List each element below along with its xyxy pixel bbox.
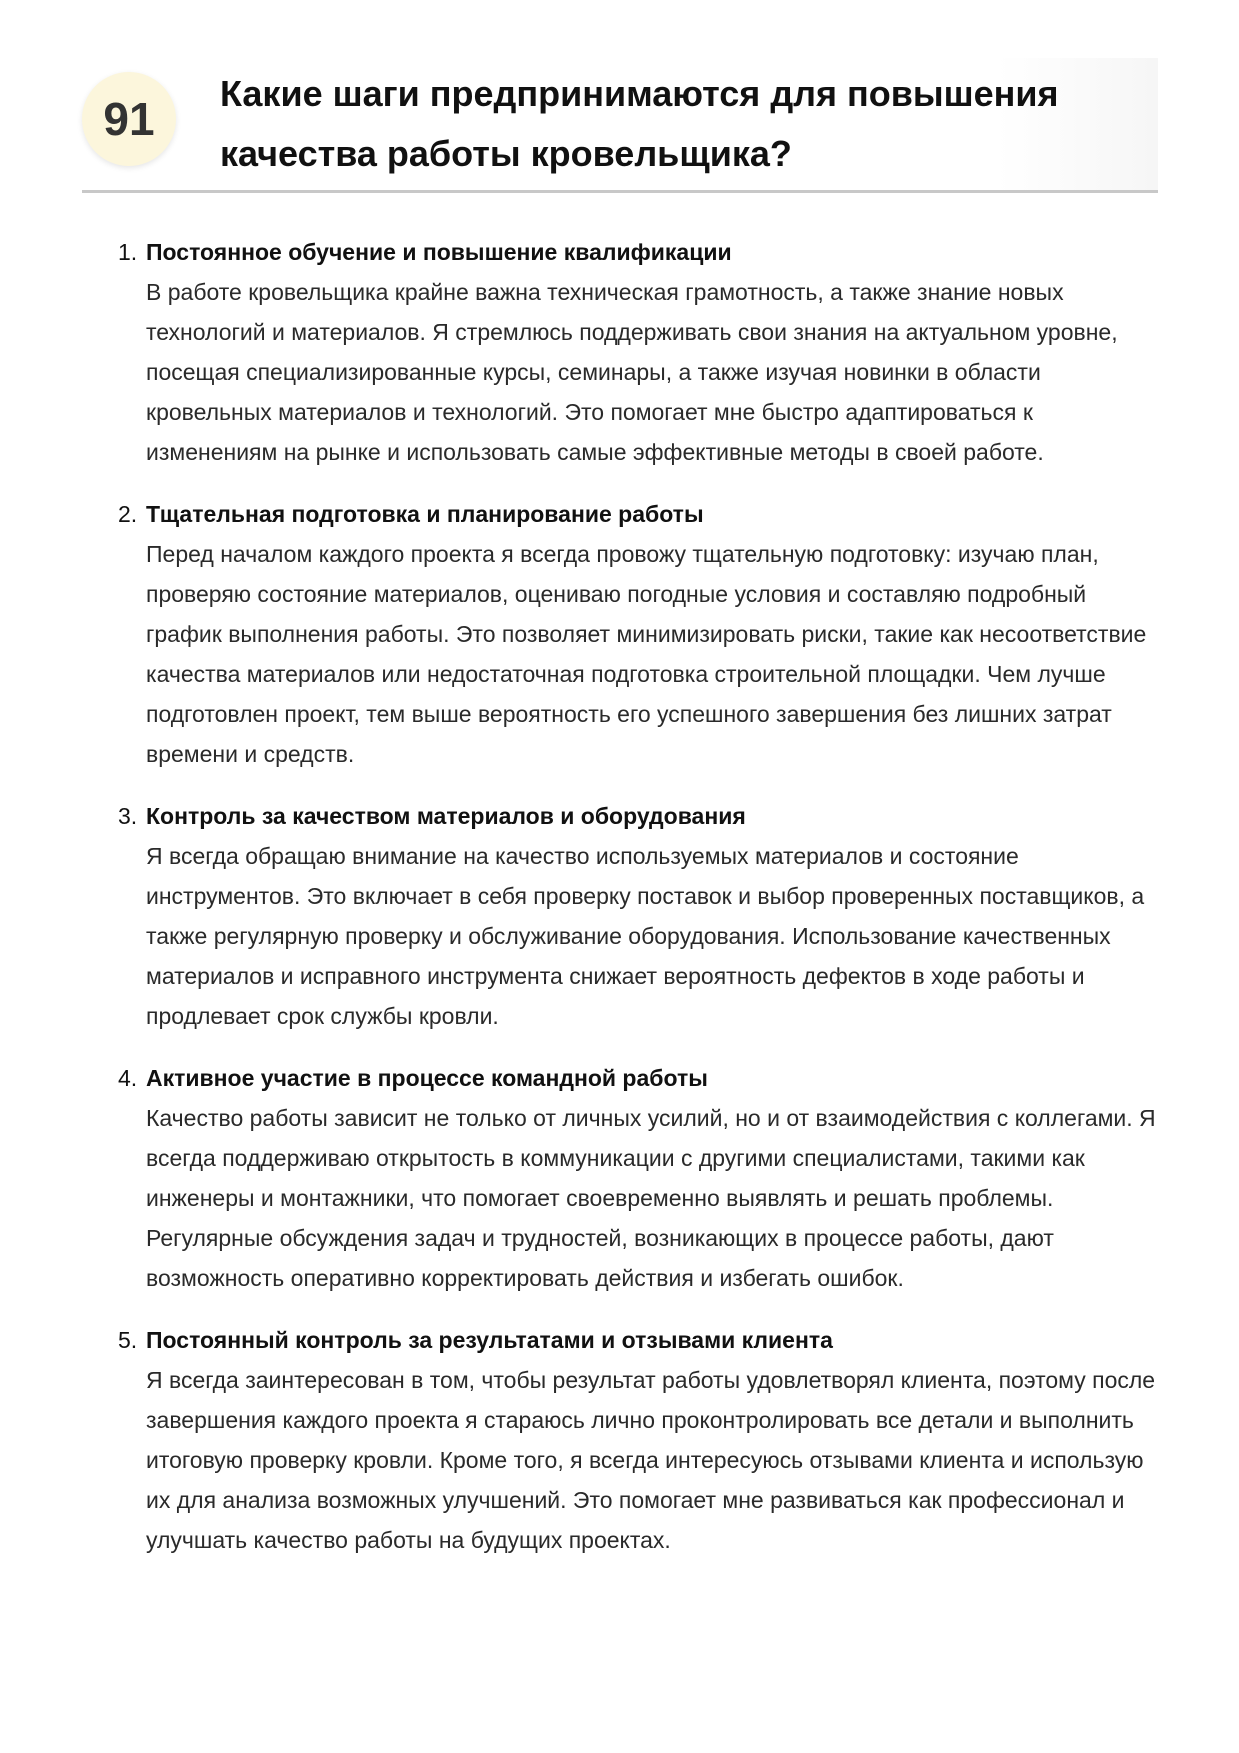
item-number: 3. — [118, 803, 138, 829]
item-body: Я всегда заинтересован в том, чтобы результат работы удовлетворял клиента, поэтому после завершения каждого проекта я стараюсь лично проконтролировать все детали и выполнить итоговую проверку кровли. Кроме того, я всегда интересуюсь отзывами клиента и использую их для анализа возможных улучшений. Это помогает мне развиваться как профессионал и улучшать качество работы на будущих проектах. — [146, 1367, 1156, 1553]
item-heading: Постоянное обучение и повышение квалификации — [146, 239, 732, 265]
item-body: В работе кровельщика крайне важна техническая грамотность, а также знание новых технологий и материалов. Я стремлюсь поддерживать свои знания на актуальном уровне, посещая специализированные курсы, семинары, а также изучая новинки в области кровельных материалов и технологий. Это помогает мне быстро адаптироваться к изменениям на рынке и использовать самые эффективные методы в своей работе. — [146, 279, 1118, 465]
list-item — [118, 1320, 1156, 1560]
question-number-badge: 91 — [82, 72, 176, 166]
question-title: Какие шаги предпринимаются для повышения качества работы кровельщика? — [220, 73, 1059, 174]
item-heading: Тщательная подготовка и планирование работы — [146, 501, 704, 527]
list-item — [118, 494, 1156, 774]
item-body: Качество работы зависит не только от личных усилий, но и от взаимодействия с коллегами. Я всегда поддерживаю открытость в коммуникации с другими специалистами, такими как инженеры и монтажники, что помогает своевременно выявлять и решать проблемы. Регулярные обсуждения задач и трудностей, возникающих в процессе работы, дают возможность оперативно корректировать действия и избегать ошибок. — [146, 1105, 1156, 1291]
answer-list — [118, 232, 1156, 1582]
item-body: Перед началом каждого проекта я всегда провожу тщательную подготовку: изучаю план, проверяю состояние материалов, оцениваю погодные условия и составляю подробный график выполнения работы. Это позволяет минимизировать риски, такие как несоответствие качества материалов или недостаточная подготовка строительной площадки. Чем лучше подготовлен проект, тем выше вероятность его успешного завершения без лишних затрат времени и средств. — [146, 541, 1147, 767]
item-number: 5. — [118, 1327, 138, 1353]
item-number: 2. — [118, 501, 138, 527]
list-item — [118, 1058, 1156, 1298]
question-header — [82, 58, 1158, 193]
list-item — [118, 232, 1156, 472]
item-heading: Активное участие в процессе командной работы — [146, 1065, 708, 1091]
list-item — [118, 796, 1156, 1036]
item-number: 4. — [118, 1065, 138, 1091]
item-number: 1. — [118, 239, 138, 265]
item-heading: Контроль за качеством материалов и оборудования — [146, 803, 746, 829]
item-body: Я всегда обращаю внимание на качество используемых материалов и состояние инструментов. Это включает в себя проверку поставок и выбор проверенных поставщиков, а также регулярную проверку и обслуживание оборудования. Использование качественных материалов и исправного инструмента снижает вероятность дефектов в ходе работы и продлевает срок службы кровли. — [146, 843, 1145, 1029]
item-heading: Постоянный контроль за результатами и отзывами клиента — [146, 1327, 833, 1353]
